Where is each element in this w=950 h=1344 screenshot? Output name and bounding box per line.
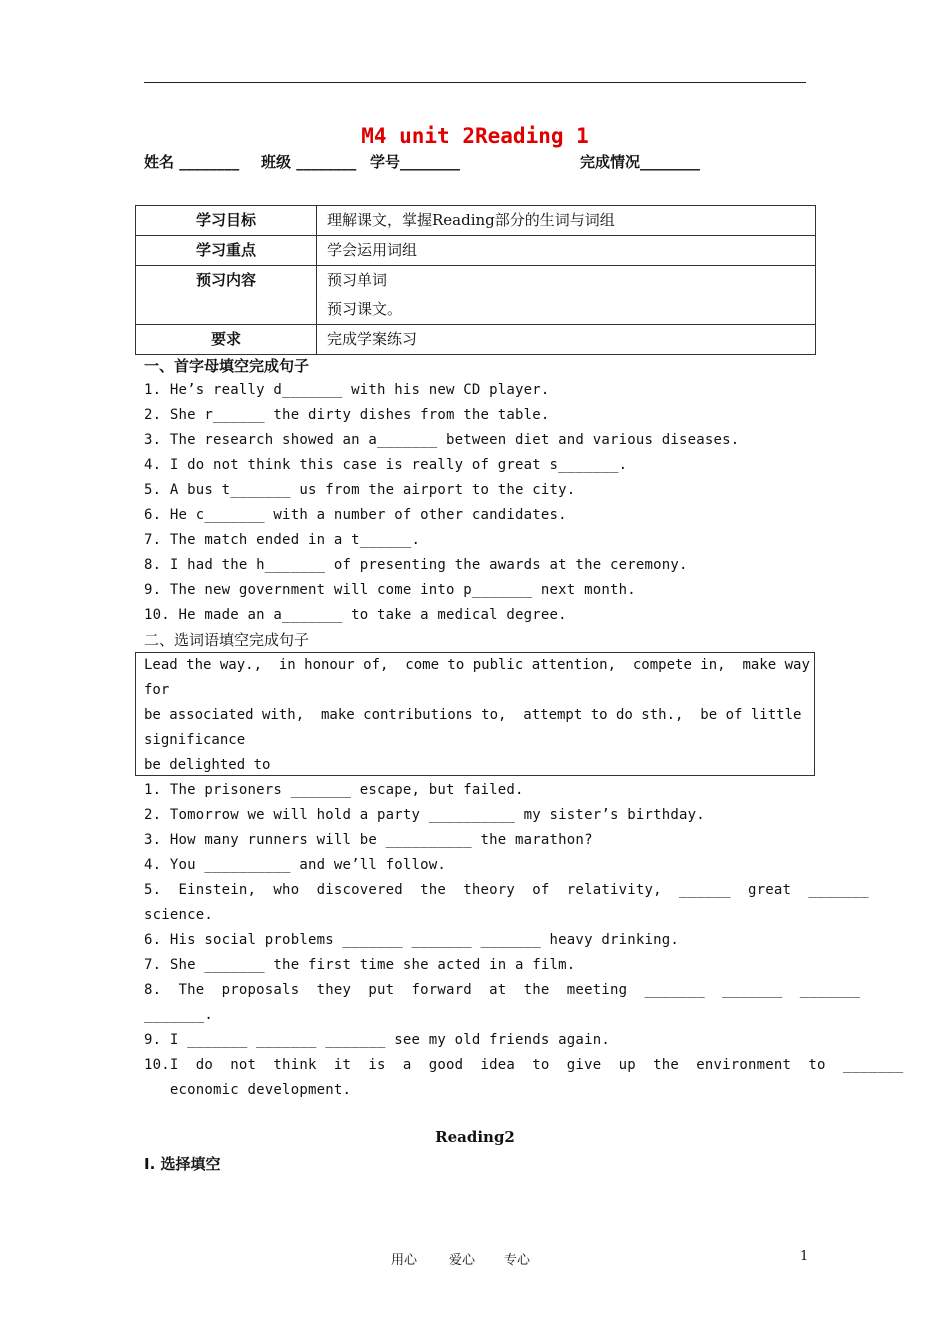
goals-value: 理解课文，掌握Reading部分的生词与词组 [317,206,816,236]
goals-key: 学习重点 [136,236,317,266]
table-row [136,325,816,355]
goals-value: 学会运用词组 [317,236,816,266]
exercise-item: 5. A bus t_______ us from the airport to the city. [144,482,576,498]
exercise-item: 6. His social problems _______ _______ _______ heavy drinking. [144,932,679,948]
class-field-label: 班级 ________ [261,153,357,171]
exercise-item: 10.I do not think it is a good idea to give up the environment to _______ [144,1057,904,1073]
section2-heading: 二、选词语填空完成句子 [144,631,310,649]
footer-motto: 专心 [504,1253,531,1268]
exercise-item: 5. Einstein, who discovered the theory of relativity, ______ great _______ [144,882,869,898]
exercise-item: 3. The research showed an a_______ between diet and various diseases. [144,432,740,448]
section1-heading: 一、首字母填空完成句子 [144,357,310,375]
word-bank-line: be associated with, make contributions to, attempt to do sth., be of little [144,707,802,723]
footer-motto: 用心 [391,1253,418,1268]
student-id-field-label: 学号________ [370,153,461,171]
table-row [136,236,816,266]
word-bank-line: significance [144,732,246,748]
goals-key: 要求 [136,325,317,355]
completion-field-label: 完成情况________ [580,153,701,171]
word-bank-line: be delighted to [144,757,271,773]
exercise-item-continued: science. [144,907,214,923]
name-field-label: 姓名 ________ [144,153,240,171]
exercise-item-continued: _______. [144,1007,214,1023]
header-rule [144,82,806,83]
word-bank-line: for [144,682,170,698]
exercise-item: 7. The match ended in a t______. [144,532,421,548]
exercise-item: 4. I do not think this case is really of great s_______. [144,457,628,473]
goals-value-cell [317,266,816,325]
exercise-item: 1. The prisoners _______ escape, but failed. [144,782,524,798]
footer-motto: 爱心 [449,1253,476,1268]
exercise-item-continued: economic development. [144,1082,352,1098]
exercise-item: 9. The new government will come into p_______ next month. [144,582,636,598]
exercise-item: 3. How many runners will be __________ the marathon? [144,832,593,848]
goals-key: 预习内容 [136,266,317,325]
word-bank-box [135,652,815,776]
exercise-item: 8. I had the h_______ of presenting the awards at the ceremony. [144,557,688,573]
exercise-item: 7. She _______ the first time she acted in a film. [144,957,576,973]
goals-value: 预习课文。 [327,300,403,318]
table-row [136,206,816,236]
exercise-item: 1. He’s really d_______ with his new CD player. [144,382,550,398]
goals-table [135,205,816,355]
page-number: 1 [800,1249,809,1264]
goals-value: 预习单词 [327,271,388,289]
goals-key: 学习目标 [136,206,317,236]
exercise-item: 4. You __________ and we’ll follow. [144,857,447,873]
table-row [136,266,816,325]
exercise-item: 6. He c_______ with a number of other candidates. [144,507,567,523]
reading2-subheading: I. 选择填空 [144,1155,221,1173]
goals-value: 完成学案练习 [317,325,816,355]
page-title: M4 unit 2Reading 1 [361,124,589,148]
exercise-item: 10. He made an a_______ to take a medical degree. [144,607,567,623]
exercise-item: 8. The proposals they put forward at the meeting _______ _______ _______ [144,982,861,998]
word-bank-line: Lead the way., in honour of, come to public attention, compete in, make way [144,657,810,673]
exercise-item: 9. I _______ _______ _______ see my old friends again. [144,1032,610,1048]
exercise-item: 2. Tomorrow we will hold a party __________ my sister’s birthday. [144,807,705,823]
reading2-title: Reading2 [435,1128,515,1146]
exercise-item: 2. She r______ the dirty dishes from the table. [144,407,550,423]
